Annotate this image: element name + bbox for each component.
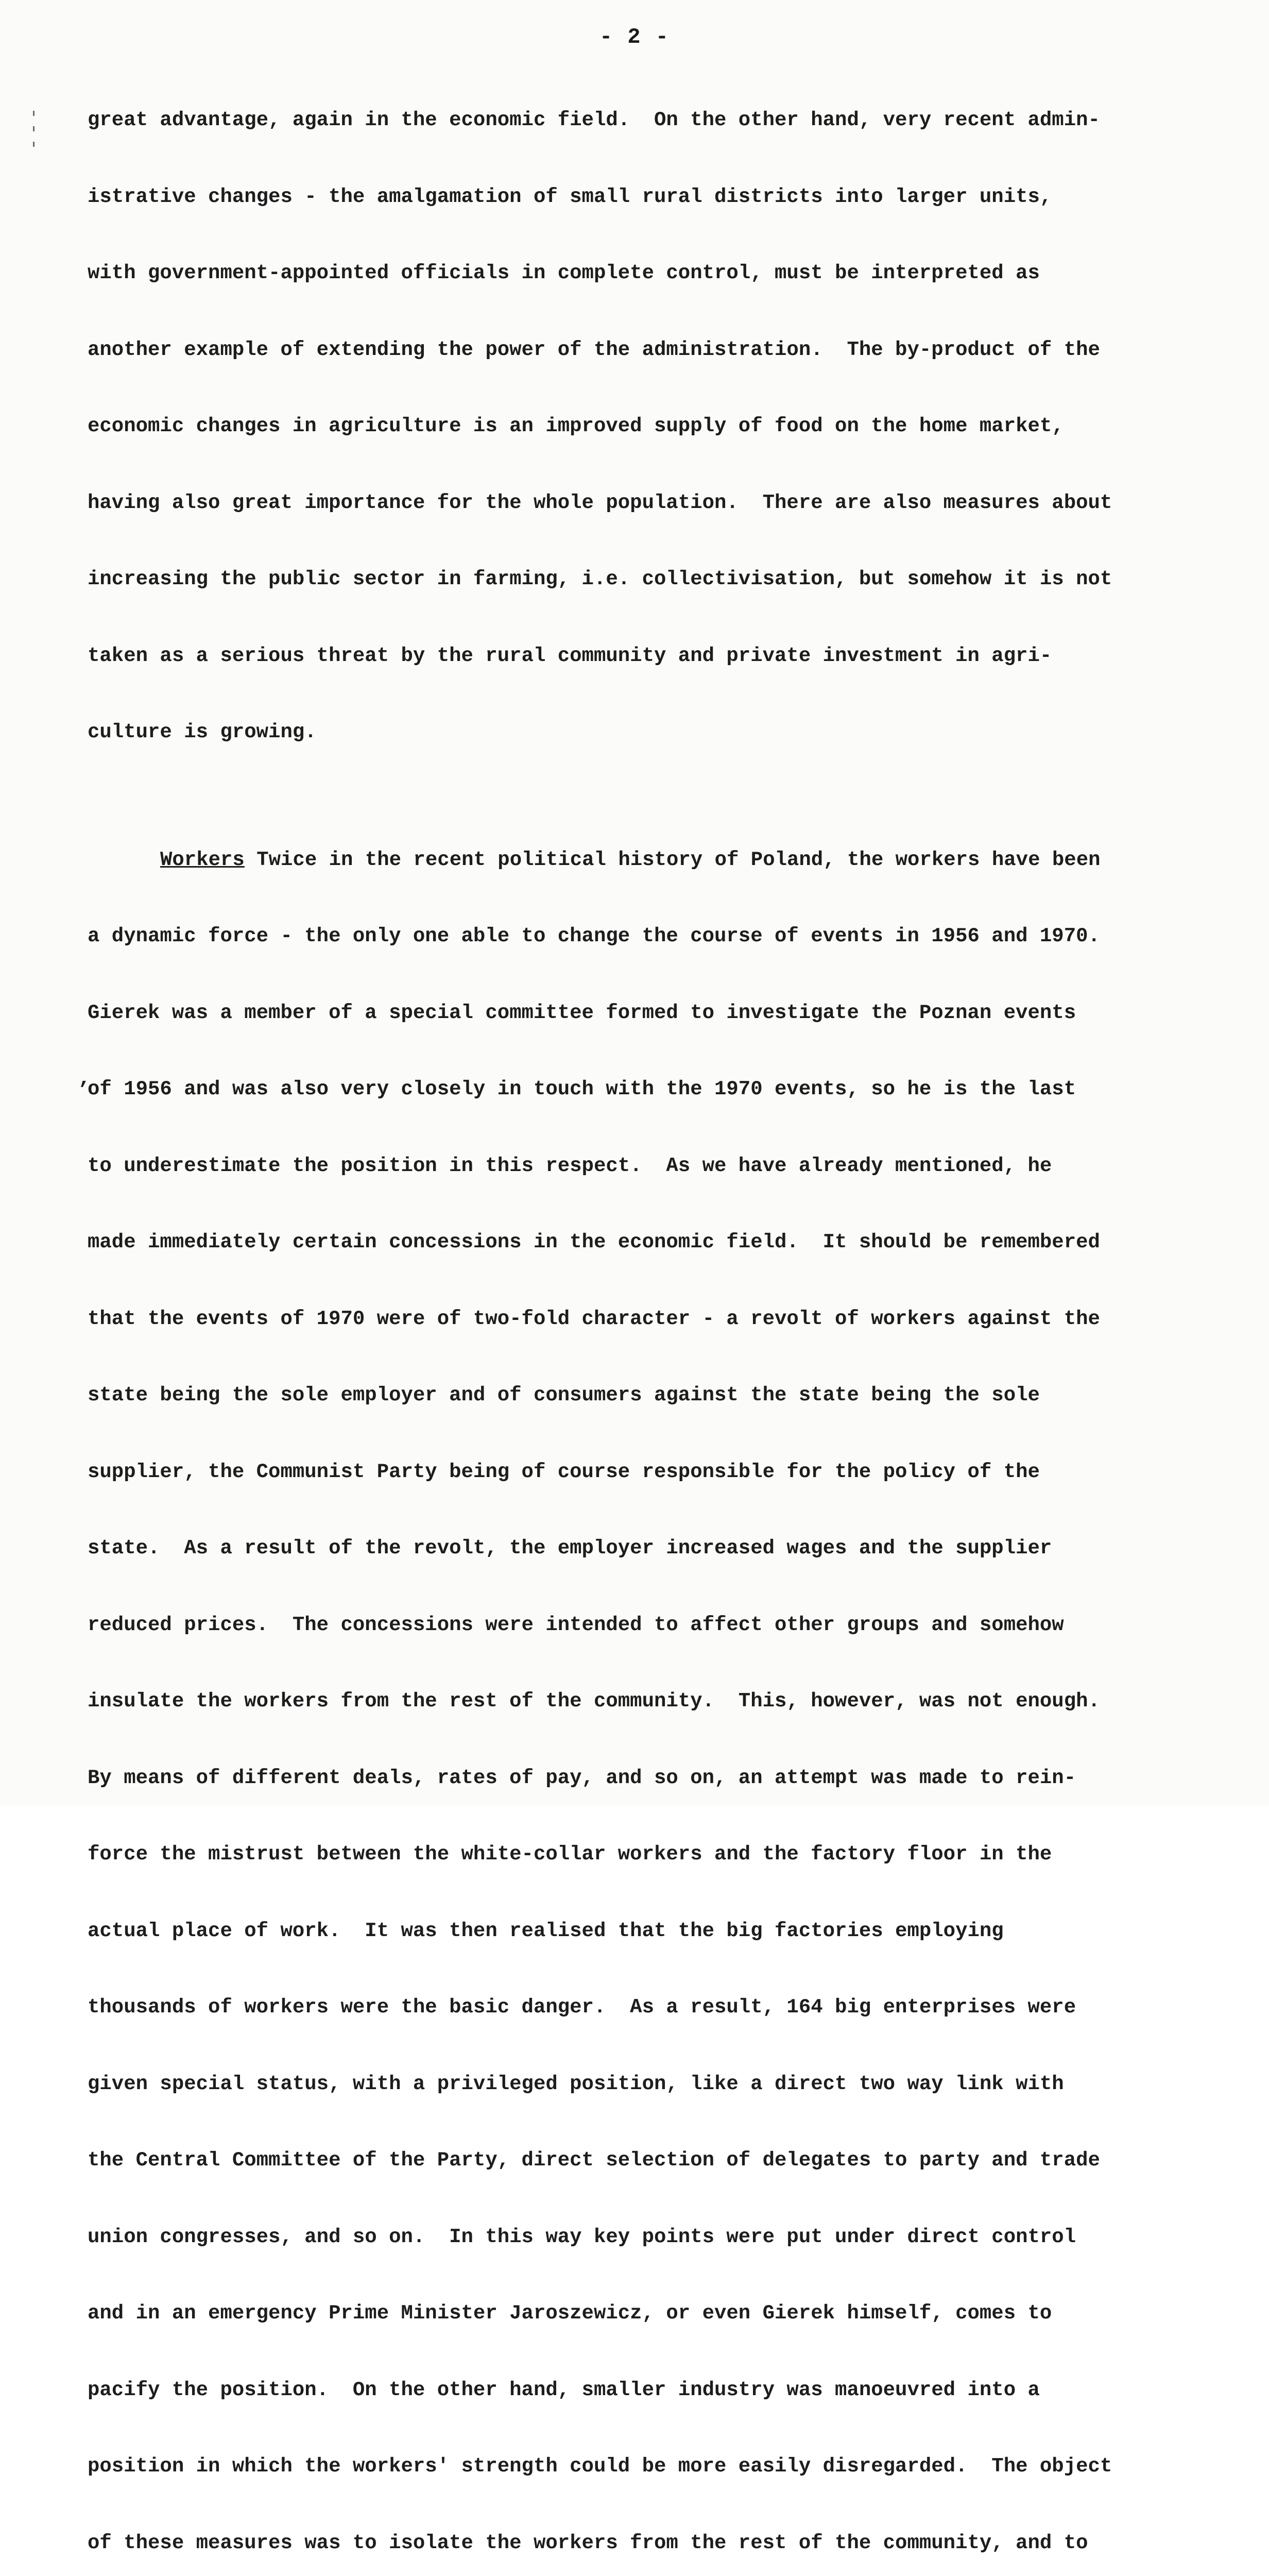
text-line: given special status, with a privileged position, like a direct two way link with [88,2072,1185,2097]
text-line: having also great importance for the whole population. There are also measures about [88,490,1185,516]
text-line: culture is growing. [88,720,1185,745]
text-line: state being the sole employer and of consumers against the state being the sole [88,1383,1185,1409]
section-heading: Workers [160,849,245,871]
text-line: Gierek was a member of a special committee formed to investigate the Poznan events [88,1001,1185,1026]
text-line: pacify the position. On the other hand, smaller industry was manoeuvred into a [88,2378,1185,2403]
text-line: actual place of work. It was then realised that the big factories employing [88,1919,1185,1944]
scan-speck [33,142,35,147]
text-line: to underestimate the position in this respect. As we have already mentioned, he [88,1154,1185,1179]
text-line: with government-appointed officials in complete control, must be interpreted as [88,261,1185,286]
text-line: great advantage, again in the economic field. On the other hand, very recent admin- [88,108,1185,133]
scan-speck [33,126,35,131]
text-line: increasing the public sector in farming, i.e. collectivisation, but somehow it is not [88,567,1185,592]
text-line: supplier, the Communist Party being of course responsible for the policy of the [88,1460,1185,1485]
paragraph-agriculture [88,57,1185,796]
text-line: force the mistrust between the white-collar workers and the factory floor in the [88,1842,1185,1868]
text-line: istrative changes - the amalgamation of small rural districts into larger units, [88,184,1185,210]
text-line: thousands of workers were the basic danger. As a result, 164 big enterprises were [88,1995,1185,2021]
page-number: - 2 - [0,25,1269,49]
text-line-rest: Twice in the recent political history of Poland, the workers have been [245,849,1101,871]
text-line: that the events of 1970 were of two-fold character - a revolt of workers against the [88,1307,1185,1332]
text-line: made immediately certain concessions in the economic field. It should be remembered [88,1230,1185,1256]
text-line [88,848,1185,873]
text-line: another example of extending the power of the administration. The by-product of the [88,337,1185,363]
text-line: state. As a result of the revolt, the employer increased wages and the supplier [88,1536,1185,1562]
text-line: the Central Committee of the Party, direct selection of delegates to party and trade [88,2148,1185,2174]
text-line: reduced prices. The concessions were intended to affect other groups and somehow [88,1613,1185,1638]
text-line: economic changes in agriculture is an improved supply of food on the home market, [88,414,1185,439]
text-line: taken as a serious threat by the rural community and private investment in agri- [88,643,1185,669]
text-line: and in an emergency Prime Minister Jaroszewicz, or even Gierek himself, comes to [88,2301,1185,2327]
text-line: By means of different deals, rates of pay, and so on, an attempt was made to rein- [88,1766,1185,1791]
text-line: of these measures was to isolate the workers from the rest of the community, and to [88,2531,1185,2556]
body-text [88,57,1185,2576]
text-line: insulate the workers from the rest of the community. This, however, was not enough. [88,1689,1185,1715]
scan-speck [33,111,35,116]
margin-mark: ’ [77,1079,90,1103]
text-line: of 1956 and was also very closely in touch with the 1970 events, so he is the last [88,1077,1185,1103]
text-line: union congresses, and so on. In this way key points were put under direct control [88,2225,1185,2250]
text-line: a dynamic force - the only one able to change the course of events in 1956 and 1970. [88,924,1185,950]
paragraph-workers [88,796,1185,2576]
text-line: position in which the workers' strength could be more easily disregarded. The object [88,2454,1185,2480]
